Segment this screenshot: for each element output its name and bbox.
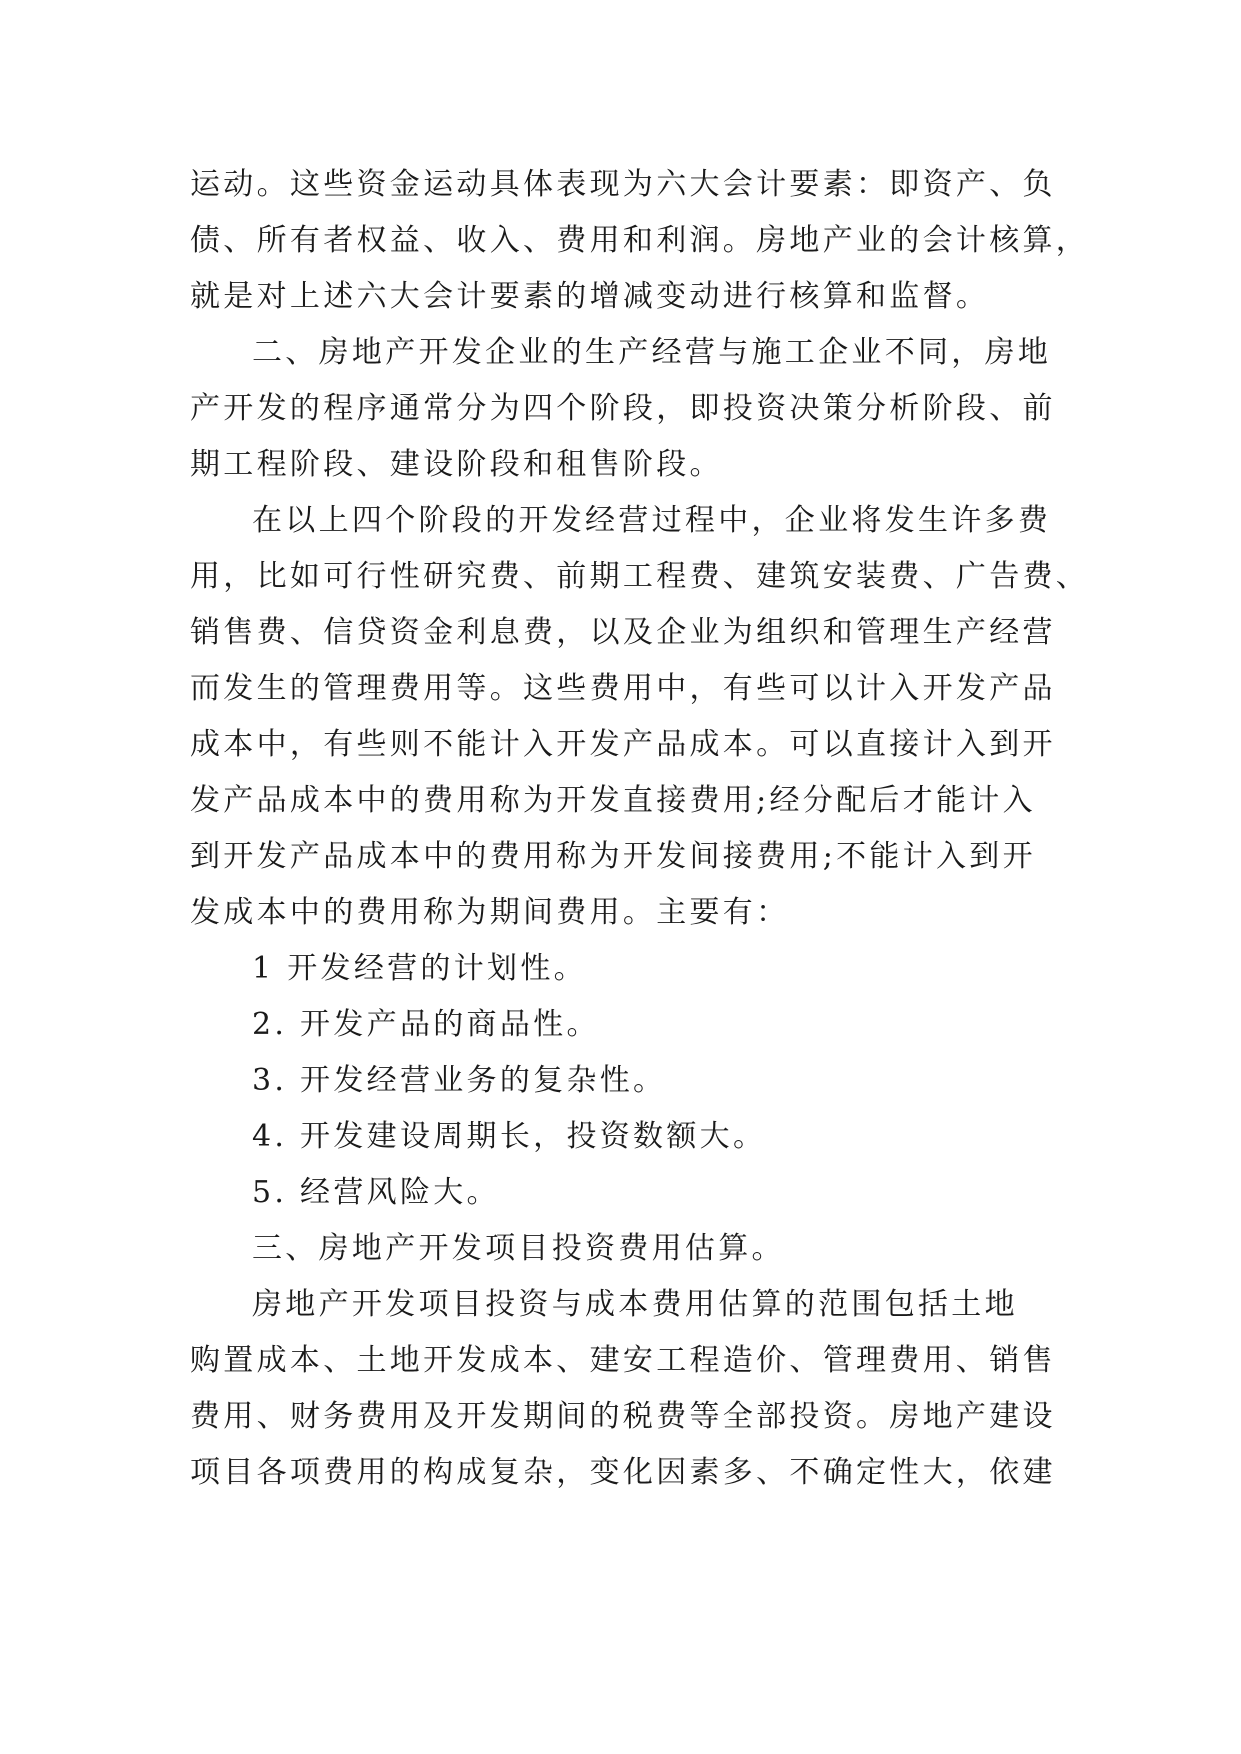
text-line: 发产品成本中的费用称为开发直接费用;经分配后才能计入 (190, 783, 1036, 818)
list-item: 5. 经营风险大。 (252, 1175, 500, 1210)
text-line: 而发生的管理费用等。这些费用中，有些可以计入开发产品 (190, 671, 1056, 706)
text-line: 产开发的程序通常分为四个阶段，即投资决策分析阶段、前 (190, 391, 1056, 426)
paragraph-start: 在以上四个阶段的开发经营过程中，企业将发生许多费 (252, 503, 1052, 538)
text-line: 到开发产品成本中的费用称为开发间接费用;不能计入到开 (190, 839, 1036, 874)
text-line: 成本中，有些则不能计入开发产品成本。可以直接计入到开 (190, 727, 1056, 762)
text-line: 项目各项费用的构成复杂，变化因素多、不确定性大，依建 (190, 1455, 1056, 1490)
text-line: 销售费、信贷资金利息费，以及企业为组织和管理生产经营 (190, 615, 1056, 650)
text-line: 发成本中的费用称为期间费用。主要有： (190, 895, 790, 930)
text-line: 购置成本、土地开发成本、建安工程造价、管理费用、销售 (190, 1343, 1056, 1378)
text-line: 债、所有者权益、收入、费用和利润。房地产业的会计核算， (190, 223, 1090, 258)
text-line: 费用、财务费用及开发期间的税费等全部投资。房地产建设 (190, 1399, 1056, 1434)
text-line: 运动。这些资金运动具体表现为六大会计要素：即资产、负 (190, 167, 1056, 202)
text-line: 期工程阶段、建设阶段和租售阶段。 (190, 447, 723, 482)
list-item: 4. 开发建设周期长，投资数额大。 (252, 1119, 767, 1154)
list-item: 3. 开发经营业务的复杂性。 (252, 1063, 667, 1098)
list-item: 2. 开发产品的商品性。 (252, 1007, 600, 1042)
text-line: 就是对上述六大会计要素的增减变动进行核算和监督。 (190, 279, 990, 314)
list-item: 1 开发经营的计划性。 (252, 951, 587, 986)
section-heading: 二、房地产开发企业的生产经营与施工企业不同，房地 (252, 335, 1052, 370)
paragraph-start: 房地产开发项目投资与成本费用估算的范围包括土地 (252, 1287, 1018, 1322)
section-heading: 三、房地产开发项目投资费用估算。 (252, 1231, 785, 1266)
text-line: 用，比如可行性研究费、前期工程费、建筑安装费、广告费、 (190, 559, 1090, 594)
